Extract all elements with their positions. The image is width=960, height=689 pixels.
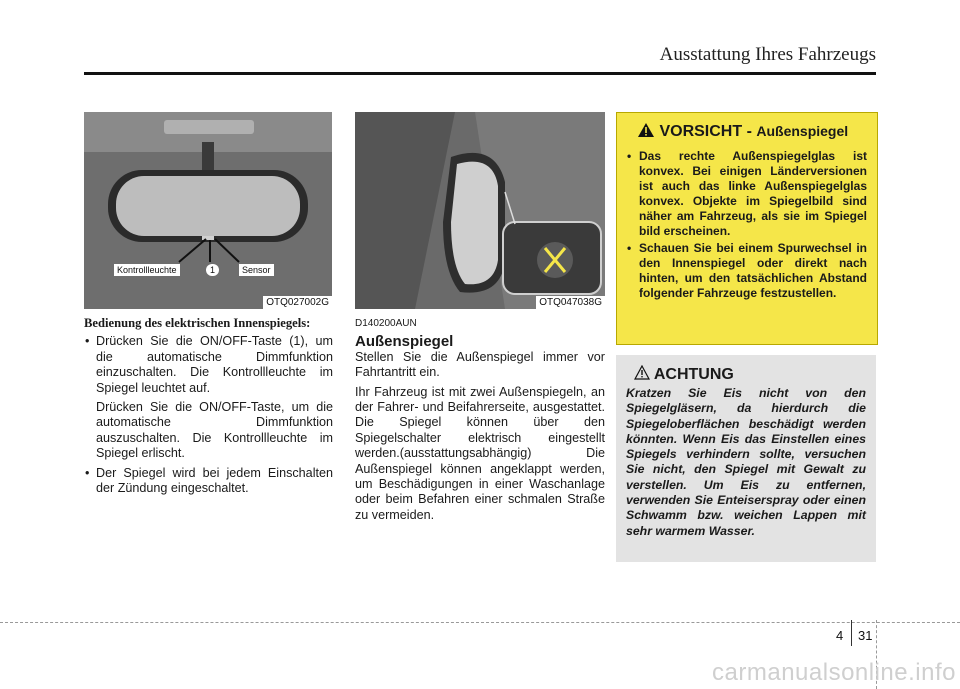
col1-bullet-2: • Der Spiegel wird bei jedem Einschalten der Zündung eingeschaltet.: [85, 465, 333, 496]
notice-body: Kratzen Sie Eis nicht von den Spiegelgläsern, da hierdurch die Spiegeloberflächen beschädigt werden könnten. Wenn Eis das Einstellen eines Spiegels verhindern sollte, versuchen Sie nicht, den Spiegel mit Gewalt zu verstellen. Um Eis zu entfernen, verwenden Sie Enteiserspray oder einen Schwamm bzw. weichen Lappen mit sehr warmem Wasser.: [626, 386, 866, 538]
outside-mirror-figure: [355, 112, 605, 309]
footer-divider: [851, 620, 852, 646]
page-number: 31: [858, 628, 873, 643]
notice-title: [634, 365, 734, 384]
caution-box: [616, 112, 878, 345]
caution-title: [637, 122, 848, 141]
warning-triangle-icon: [637, 122, 655, 138]
notice-title-text: ACHTUNG: [653, 366, 734, 383]
col2-paragraph-1: Stellen Sie die Außenspiegel immer vor Fahrtantritt ein.: [355, 349, 605, 380]
caution-item-text: Schauen Sie bei einem Spurwechsel in den Innenspiegel oder direkt nach hinten, um den tatsächlichen Abstand folgender Fahrzeuge festzustellen.: [639, 241, 867, 300]
caution-item-text: Das rechte Außenspiegelglas ist konvex. Bei einigen Länderversionen ist auch das linke Außenspiegelglas konvex. Objekte im Spiegelbild sind näher am Fahrzeug, als sie im Spiegel bild erscheinen.: [639, 149, 867, 238]
col1-bullet-1-continued: Drücken Sie die ON/OFF-Taste, um die automatische Dimmfunktion auszuschalten. Die Kontrollleuchte im Spiegel erlischt.: [96, 400, 333, 461]
header-rule: [84, 72, 876, 75]
interior-mirror-illustration: [84, 112, 332, 309]
figure2-code: OTQ047038G: [536, 296, 605, 309]
attention-triangle-icon: [634, 365, 650, 380]
col1-bullet-1-text: Drücken Sie die ON/OFF-Taste (1), um die automatische Dimmfunktion einzuschalten. Die Kontrollleuchte im Spiegel leuchtet auf.: [96, 334, 333, 395]
chapter-number: 4: [836, 628, 844, 643]
caution-item: • Das rechte Außenspiegelglas ist konvex. Bei einigen Länderversionen ist auch das linke Außenspiegelglas konvex. Objekte im Spiegelbild sind näher am Fahrzeug, als sie im Spiegel bild erscheinen.: [627, 149, 867, 238]
column-1: [84, 316, 333, 496]
col2-code: D140200AUN: [355, 318, 417, 329]
col1-bullet-1: • Drücken Sie die ON/OFF-Taste (1), um die automatische Dimmfunktion einzuschalten. Die Kontrollleuchte im Spiegel leuchtet auf.: [85, 334, 333, 395]
caution-subtitle: Außenspiegel: [756, 123, 849, 139]
caution-item: • Schauen Sie bei einem Spurwechsel in den Innenspiegel oder direkt nach hinten, um den tatsächlichen Abstand folgender Fahrzeuge festzustellen.: [627, 241, 867, 300]
figure1-code: OTQ027002G: [263, 296, 332, 309]
label-sensor: Sensor: [239, 264, 274, 276]
caution-list: [627, 149, 867, 301]
notice-box: [616, 355, 876, 562]
outside-mirror-illustration: [355, 112, 605, 309]
label-kontrollleuchte: Kontrollleuchte: [114, 264, 180, 276]
column-2: [355, 316, 605, 523]
label-callout-1: 1: [206, 264, 219, 276]
watermark: carmanualsonline.info: [712, 659, 956, 686]
col1-bullet-2-text: Der Spiegel wird bei jedem Einschalten der Zündung eingeschaltet.: [96, 465, 333, 496]
col1-heading: Bedienung des elektrischen Innenspiegels:: [84, 316, 311, 330]
header-title: Ausstattung Ihres Fahrzeugs: [659, 44, 876, 65]
interior-mirror-figure: [84, 112, 332, 309]
footer-dash-line: [0, 622, 960, 623]
caution-title-text: VORSICHT -: [659, 123, 752, 140]
col2-heading: Außenspiegel: [355, 333, 454, 351]
col2-paragraph-2: Ihr Fahrzeug ist mit zwei Außenspiegeln, an der Fahrer- und Beifahrerseite, ausgestattet. Die Spiegel können über den Spiegelschalter elektrisch eingestellt werden.(ausstattungsabhängig) Die Außenspiegel können angeklappt werden, um Beschädigungen in einer Waschanlage oder beim Befahren einer schmalen Straße zu vermeiden.: [355, 384, 605, 522]
